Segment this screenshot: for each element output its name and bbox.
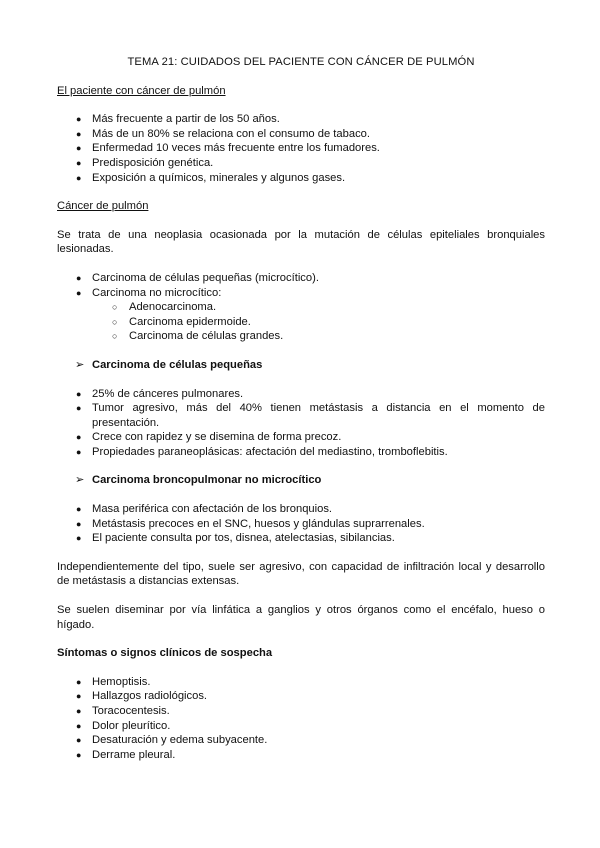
list-item: ● Hallazgos radiológicos.: [76, 690, 208, 703]
list-item: ● Más frecuente a partir de los 50 años.: [76, 113, 280, 126]
list-item: ● Derrame pleural.: [76, 748, 176, 761]
bullet-icon: ●: [76, 691, 82, 702]
section-heading-sintomas: Síntomas o signos clínicos de sospecha: [57, 647, 273, 660]
sub-list-item: ○ Carcinoma epidermoide.: [112, 315, 251, 328]
list-item: ● 25% de cánceres pulmonares.: [76, 387, 244, 400]
list-item: ● Crece con rapidez y se disemina de forma precoz.: [76, 431, 342, 444]
list-item: ● Toracocentesis.: [76, 705, 170, 717]
bullet-icon: ●: [76, 157, 82, 168]
section-heading-cancer: Cáncer de pulmón: [57, 200, 149, 213]
bullet-icon: ●: [76, 172, 82, 183]
bullet-icon: ●: [76, 706, 82, 716]
list-item: ● El paciente consulta por tos, disnea, atelectasias, sibilancias.: [76, 532, 395, 545]
list-item: ● Metástasis precoces en el SNC, huesos y glándulas suprarrenales.: [76, 517, 425, 530]
list-item: ● Carcinoma no microcítico: ○ Adenocarcinoma. ○ Carcinoma epidermoide. ○ Carcinoma de células grandes.: [57, 286, 545, 344]
section-heading-paciente: El paciente con cáncer de pulmón: [57, 84, 226, 97]
bullet-icon: ●: [76, 518, 82, 529]
arrow-icon: ➢: [75, 358, 85, 371]
list-item: ● Propiedades paraneoplásicas: afectación del mediastino, tromboflebitis.: [76, 445, 448, 458]
bullet-list-paciente: [57, 112, 545, 185]
paragraph-agresivo: Independientemente del tipo, suele ser agresivo, con capacidad de infiltración local y desarrollo de metástasis a distancias extensas.: [57, 560, 545, 588]
list-item: ● Enfermedad 10 veces más frecuente entre los fumadores.: [76, 142, 380, 155]
bullet-icon: ●: [76, 735, 82, 746]
bullet-list-tipos: [57, 271, 545, 344]
bullet-icon: ●: [76, 432, 82, 443]
sub-list-item: ○ Carcinoma de células grandes.: [112, 330, 284, 343]
sub-list-no-microcitico: [92, 300, 545, 344]
bullet-icon: ●: [76, 446, 82, 457]
document-title: TEMA 21: CUIDADOS DEL PACIENTE CON CÁNCER DE PULMÓN: [127, 56, 475, 68]
list-item: ● Carcinoma de células pequeñas (microcítico).: [76, 271, 319, 284]
bullet-list-no-microcitico: [57, 502, 545, 546]
bullet-icon: ●: [76, 128, 82, 139]
paragraph-diseminacion: Se suelen diseminar por vía linfática a ganglios y otros órganos como el encéfalo, hueso o hígado.: [57, 604, 545, 631]
bullet-icon: ●: [76, 749, 82, 760]
list-item: ● Predisposición genética.: [76, 156, 214, 169]
bullet-icon: ●: [76, 403, 82, 414]
list-item: ● Exposición a químicos, minerales y algunos gases.: [76, 171, 346, 184]
sub-bullet-icon: ○: [112, 316, 118, 327]
sub-bullet-icon: ○: [112, 331, 118, 342]
list-item: ● Dolor pleurítico.: [76, 719, 171, 732]
bullet-list-pequenas: [57, 387, 545, 460]
bullet-icon: ●: [76, 272, 82, 283]
bullet-list-sintomas: [57, 675, 545, 763]
bullet-icon: ●: [76, 287, 82, 298]
list-item: ● Hemoptisis.: [76, 675, 151, 688]
arrow-icon: ➢: [75, 474, 85, 487]
bullet-icon: ●: [76, 504, 82, 515]
bullet-icon: ●: [76, 143, 82, 154]
list-item: ● Tumor agresivo, más del 40% tienen metástasis a distancia en el momento de presentación.: [76, 402, 545, 429]
list-item: ● Más de un 80% se relaciona con el consumo de tabaco.: [76, 127, 370, 140]
bullet-icon: ●: [76, 533, 82, 544]
subsection-heading-pequenas: ➢ Carcinoma de células pequeñas: [75, 358, 263, 371]
list-item: ● Desaturación y edema subyacente.: [76, 734, 268, 747]
bullet-icon: ●: [76, 676, 82, 687]
subsection-heading-no-microcitico: ➢ Carcinoma broncopulmonar no microcítico: [75, 474, 322, 487]
sub-list-item: ○ Adenocarcinoma.: [112, 301, 217, 314]
intro-paragraph: Se trata de una neoplasia ocasionada por la mutación de células epiteliales bronquiales lesionadas.: [57, 228, 545, 256]
sub-bullet-icon: ○: [112, 302, 118, 313]
bullet-icon: ●: [76, 388, 82, 399]
bullet-icon: ●: [76, 114, 82, 125]
bullet-icon: ●: [76, 720, 82, 731]
list-item: ● Masa periférica con afectación de los bronquios.: [76, 503, 333, 516]
